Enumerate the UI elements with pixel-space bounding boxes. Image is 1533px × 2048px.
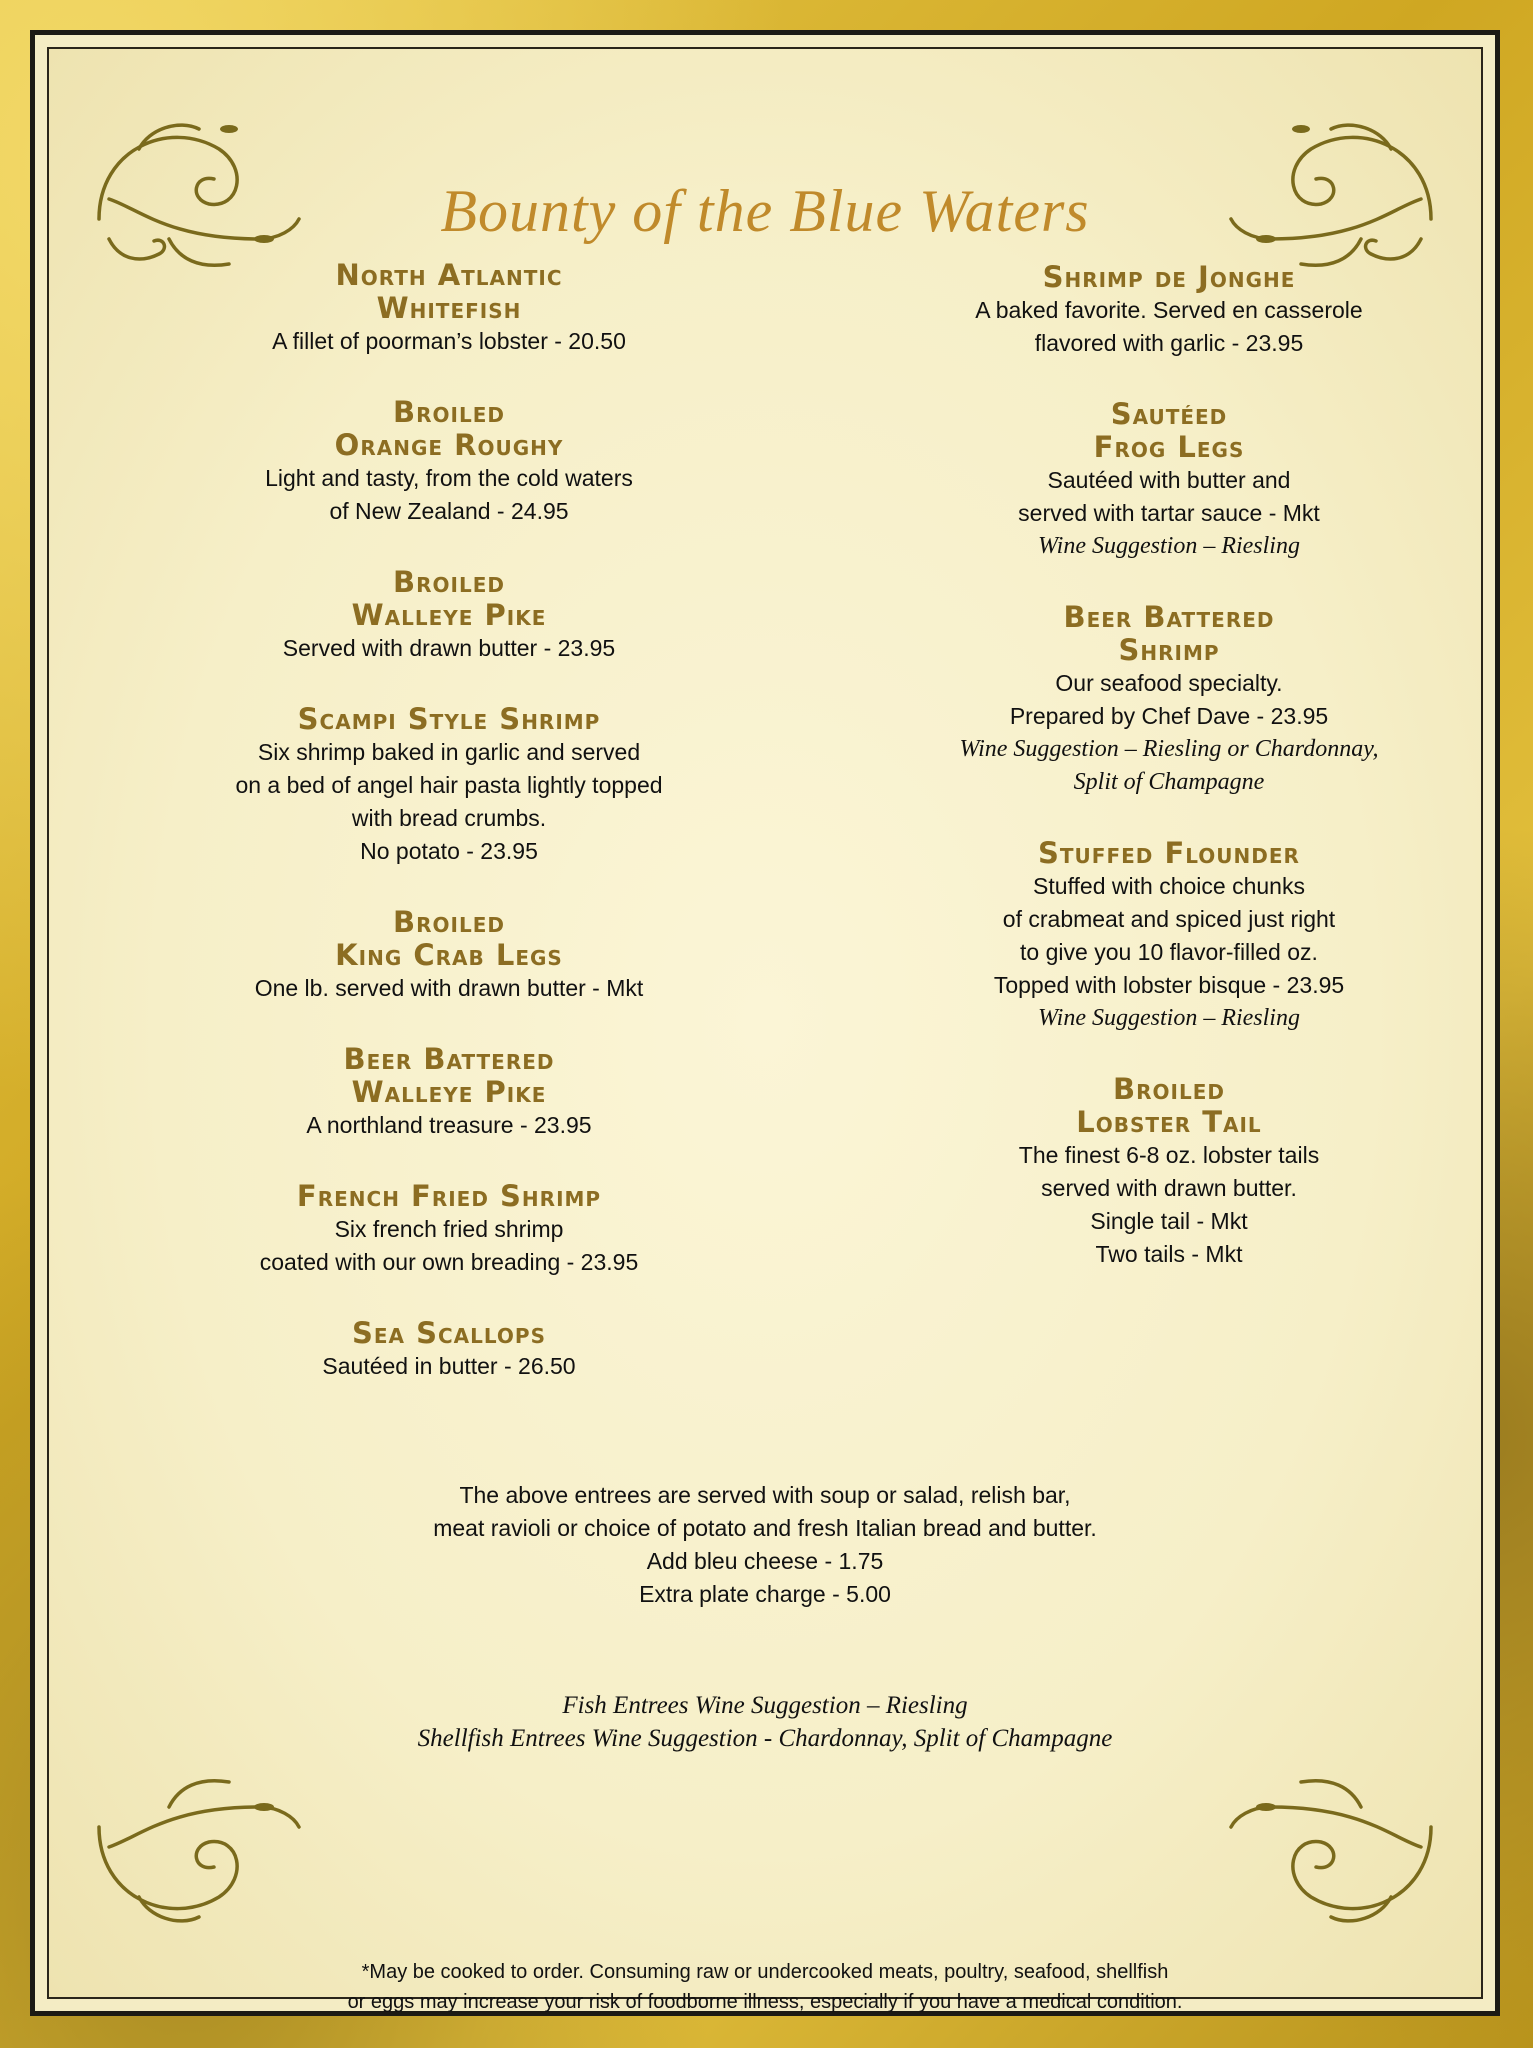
left-column (199, 259, 699, 1421)
item-description: Sautéed with butter and (1047, 467, 1291, 493)
item-name: Orange Roughy (334, 428, 564, 462)
item-description: Our seafood specialty. (1055, 670, 1283, 696)
item-description: Six shrimp baked in garlic and served (257, 739, 641, 765)
item-wine-suggestion: Wine Suggestion – Riesling (1038, 1005, 1300, 1031)
item-name: Shrimp (1118, 633, 1220, 667)
menu-item (909, 837, 1429, 1035)
item-description: Light and tasty, from the cold waters (265, 465, 633, 491)
disclaimer-line: *May be cooked to order. Consuming raw or undercooked meats, poultry, seafood, shellfish (361, 1961, 1169, 1983)
item-name: Beer Battered (343, 1042, 555, 1076)
menu-item (199, 1317, 699, 1383)
flourish-ornament-icon (79, 1757, 319, 1957)
menu-item (199, 703, 699, 868)
item-description: A baked favorite. Served en casserole (975, 297, 1363, 323)
item-description: Prepared by Chef Dave - 23.95 (1009, 703, 1329, 729)
wine-note-shellfish: Shellfish Entrees Wine Suggestion - Chardonnay, Split of Champagne (417, 1725, 1113, 1752)
item-name: Broiled (393, 905, 505, 939)
food-safety-disclaimer (49, 1957, 1481, 2017)
wine-note-fish: Fish Entrees Wine Suggestion – Riesling (562, 1692, 968, 1719)
item-name: Frog Legs (1093, 430, 1245, 464)
item-description: served with drawn butter. (1041, 1175, 1297, 1201)
note-line: meat ravioli or choice of potato and fresh Italian bread and butter. (433, 1515, 1097, 1541)
item-name: French Fried Shrimp (296, 1179, 602, 1213)
item-wine-suggestion: Split of Champagne (1073, 769, 1265, 795)
item-description: Served with drawn butter - 23.95 (282, 635, 616, 661)
note-line: Extra plate charge - 5.00 (639, 1581, 891, 1607)
parchment-panel (47, 47, 1483, 2013)
note-line: The above entrees are served with soup or salad, relish bar, (459, 1482, 1071, 1508)
item-name: Broiled (393, 395, 505, 429)
item-name: Walleye Pike (351, 598, 547, 632)
item-description: of New Zealand - 24.95 (329, 498, 569, 524)
item-description: Six french fried shrimp (334, 1216, 564, 1242)
item-description: A fillet of poorman’s lobster - 20.50 (272, 328, 626, 354)
item-wine-suggestion: Wine Suggestion – Riesling or Chardonnay, (959, 736, 1379, 762)
menu-item (199, 1043, 699, 1142)
menu-title: Bounty of the Blue Waters (440, 178, 1090, 244)
item-wine-suggestion: Wine Suggestion – Riesling (1038, 533, 1300, 559)
item-description: on a bed of angel hair pasta lightly topped (235, 772, 663, 798)
right-column (909, 261, 1429, 1309)
item-name: Sautéed (1110, 397, 1228, 431)
item-name: Beer Battered (1063, 600, 1275, 634)
item-description: Single tail - Mkt (1090, 1208, 1248, 1234)
item-name: Stuffed Flounder (1038, 836, 1300, 870)
item-name: Whitefish (376, 291, 522, 325)
item-description: served with tartar sauce - Mkt (1018, 500, 1320, 526)
item-name: Walleye Pike (351, 1075, 547, 1109)
item-name: Scampi Style Shrimp (297, 702, 601, 736)
disclaimer-line: or eggs may increase your risk of foodborne illness, especially if you have a medical condition. (347, 1991, 1183, 2013)
item-name: Broiled (393, 565, 505, 599)
item-description: Two tails - Mkt (1095, 1241, 1243, 1267)
item-description: A northland treasure - 23.95 (306, 1112, 592, 1138)
item-name: Sea Scallops (351, 1316, 546, 1350)
menu-item (909, 261, 1429, 360)
item-name: North Atlantic (335, 258, 563, 292)
menu-item (199, 566, 699, 665)
item-description: flavored with garlic - 23.95 (1034, 330, 1304, 356)
menu-item (199, 259, 699, 358)
menu-item (199, 1180, 699, 1279)
menu-item (909, 601, 1429, 799)
item-description: The finest 6-8 oz. lobster tails (1018, 1142, 1320, 1168)
item-description: One lb. served with drawn butter - Mkt (254, 975, 644, 1001)
item-description: Stuffed with choice chunks (1033, 873, 1305, 899)
flourish-ornament-icon (1211, 1757, 1451, 1957)
item-name: Broiled (1113, 1072, 1225, 1106)
menu-item (909, 1073, 1429, 1271)
item-description: to give you 10 flavor-filled oz. (1020, 939, 1318, 965)
menu-frame (30, 30, 1500, 2016)
item-name: Shrimp de Jonghe (1042, 260, 1296, 294)
item-description: No potato - 23.95 (360, 838, 538, 864)
item-description: Topped with lobster bisque - 23.95 (993, 972, 1345, 998)
item-description: Sautéed in butter - 26.50 (322, 1353, 576, 1379)
item-description: of crabmeat and spiced just right (1002, 906, 1336, 932)
entree-notes (49, 1479, 1481, 1611)
note-line: Add bleu cheese - 1.75 (646, 1548, 884, 1574)
item-name: King Crab Legs (335, 938, 563, 972)
item-description: with bread crumbs. (351, 805, 547, 831)
menu-item (909, 398, 1429, 563)
wine-suggestions (49, 1689, 1481, 1755)
menu-item (199, 396, 699, 528)
item-description: coated with our own breading - 23.95 (259, 1249, 639, 1275)
item-name: Lobster Tail (1076, 1105, 1262, 1139)
menu-item (199, 906, 699, 1005)
